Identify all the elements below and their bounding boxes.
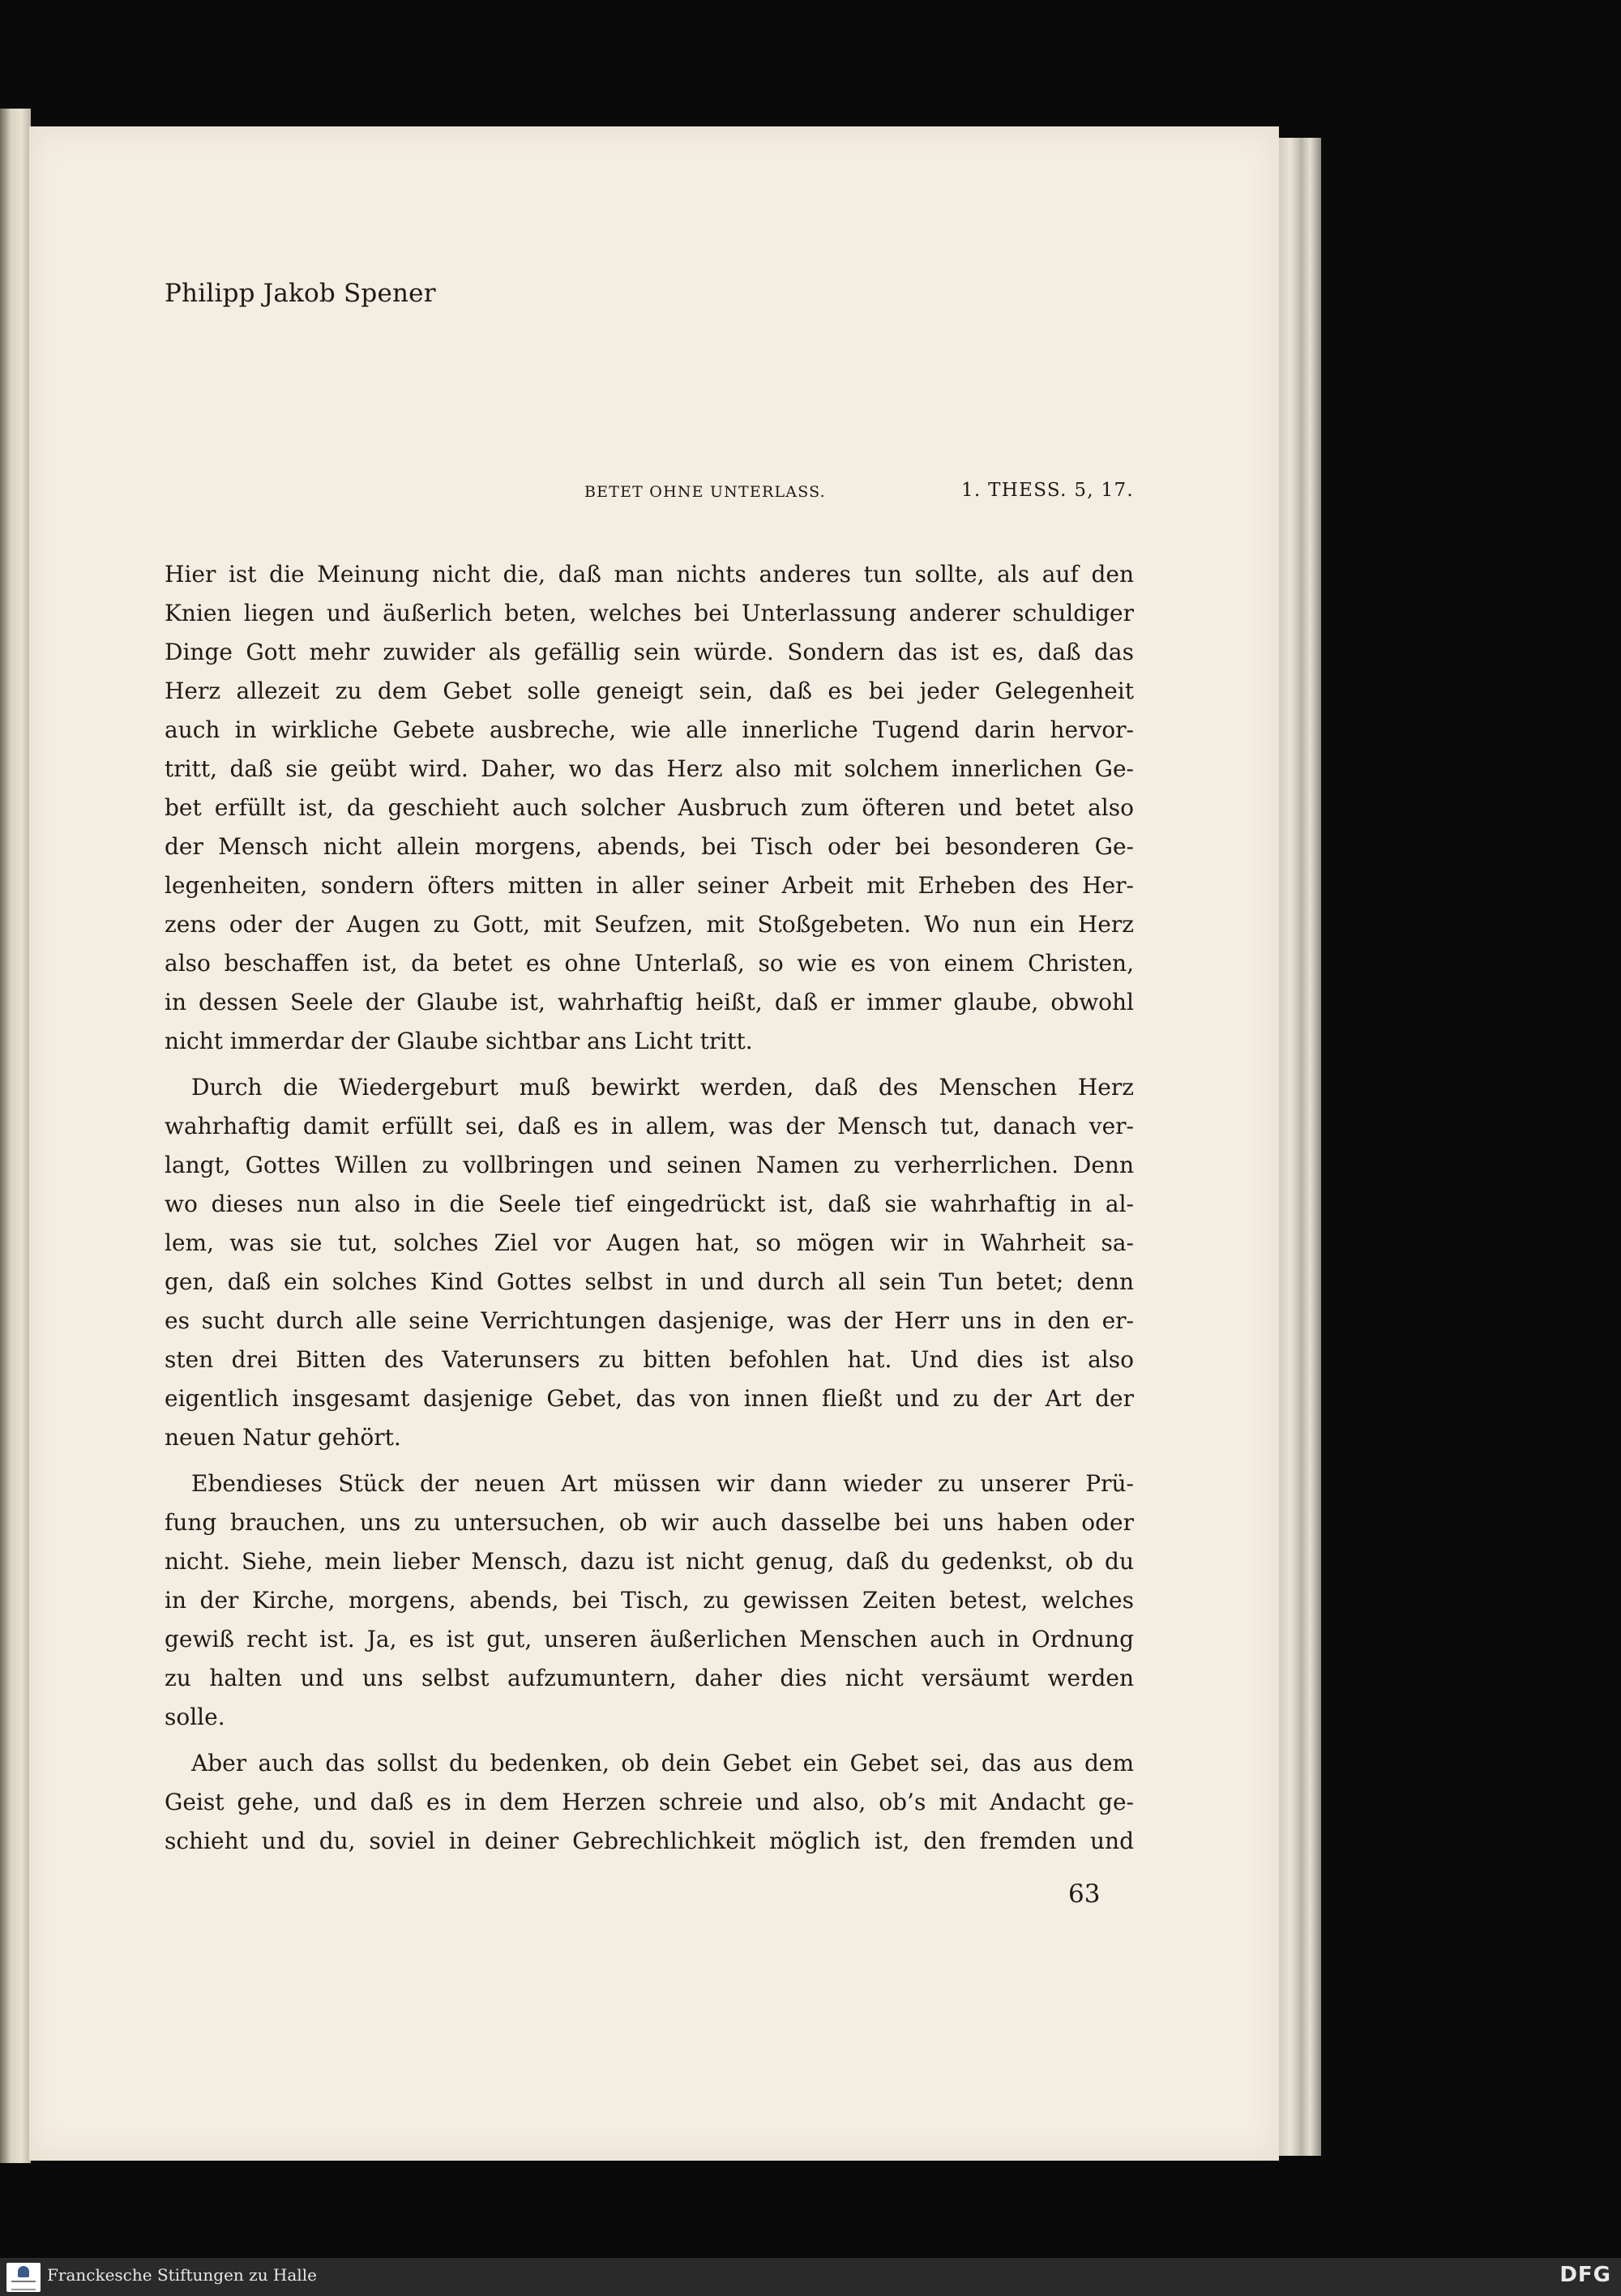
text-line: sten drei Bitten des Vaterunsers zu bitten befohlen hat. Und dies ist also [165,1346,1134,1373]
page-stack-edge [1277,138,1321,2156]
text-line: in dessen Seele der Glaube ist, wahrhaftig heißt, daß er immer glaube, obwohl [165,989,1134,1015]
paragraph [165,1464,1134,1737]
dfg-logo: DFG [1559,2263,1611,2287]
text-line: wahrhaftig damit erfüllt sei, daß es in allem, was der Mensch tut, danach ver- [165,1113,1134,1139]
text-line: tritt, daß sie geübt wird. Daher, wo das Herz also mit solchem innerlichen Ge- [165,755,1134,782]
footer-institution: Franckesche Stiftungen zu Halle [47,2265,317,2285]
text-line: auch in wirkliche Gebete ausbreche, wie alle innerliche Tugend darin hervor- [165,716,1134,743]
text-line: der Mensch nicht allein morgens, abends, bei Tisch oder bei besonderen Ge- [165,833,1134,860]
text-line: gewiß recht ist. Ja, es ist gut, unseren äußerlichen Menschen auch in Ordnung [165,1626,1134,1653]
text-line: solle. [165,1704,225,1730]
text-line: bet erfüllt ist, da geschieht auch solcher Ausbruch zum öfteren und betet also [165,794,1134,821]
text-line: also beschaffen ist, da betet es ohne Unterlaß, so wie es von einem Christen, [165,950,1134,977]
text-line: nicht. Siehe, mein lieber Mensch, dazu ist nicht genug, daß du gedenkst, ob du [165,1548,1134,1575]
text-line: Dinge Gott mehr zuwider als gefällig sein würde. Sondern das ist es, daß das [165,639,1134,665]
text-line: neuen Natur gehört. [165,1424,401,1451]
text-line: schieht und du, soviel in deiner Gebrechlichkeit möglich ist, den fremden und [165,1828,1134,1854]
book-page [29,126,1279,2161]
section-title: BETET OHNE UNTERLASS. [584,483,826,501]
text-line: eigentlich insgesamt dasjenige Gebet, das von innen fließt und zu der Art der [165,1385,1134,1412]
text-line: zens oder der Augen zu Gott, mit Seufzen, mit Stoßgebeten. Wo nun ein Herz [165,911,1134,938]
text-line: Herz allezeit zu dem Gebet solle geneigt sein, daß es bei jeder Gelegenheit [165,678,1134,704]
institution-logo-icon [6,2263,41,2292]
text-line: Ebendieses Stück der neuen Art müssen wir dann wieder zu unserer Prü- [191,1470,1134,1497]
text-line: in der Kirche, morgens, abends, bei Tisch, zu gewissen Zeiten betest, welches [165,1587,1134,1614]
text-line: gen, daß ein solches Kind Gottes selbst in und durch all sein Tun betet; denn [165,1268,1134,1295]
text-line: Knien liegen und äußerlich beten, welches bei Unterlassung anderer schuldiger [165,600,1134,626]
text-line: lem, was sie tut, solches Ziel vor Augen hat, so mögen wir in Wahrheit sa- [165,1229,1134,1256]
scripture-reference: 1. THESS. 5, 17. [961,480,1134,501]
text-line: es sucht durch alle seine Verrichtungen dasjenige, was der Herr uns in den er- [165,1307,1134,1334]
paragraph [165,555,1134,1061]
running-head: Philipp Jakob Spener [165,279,436,308]
text-line: legenheiten, sondern öfters mitten in aller seiner Arbeit mit Erheben des Her- [165,872,1134,899]
text-line: nicht immerdar der Glaube sichtbar ans Licht tritt. [165,1028,753,1054]
text-line: Durch die Wiedergeburt muß bewirkt werden, daß des Menschen Herz [191,1074,1134,1101]
text-line: langt, Gottes Willen zu vollbringen und seinen Namen zu verherrlichen. Denn [165,1152,1134,1178]
section-heading [165,478,1134,507]
text-line: zu halten und uns selbst aufzumuntern, daher dies nicht versäumt werden [165,1665,1134,1691]
book-binding-edge [0,109,31,2163]
text-line: Hier ist die Meinung nicht die, daß man nichts anderes tun sollte, als auf den [165,561,1134,588]
text-line: Geist gehe, und daß es in dem Herzen schreie und also, ob’s mit Andacht ge- [165,1789,1134,1815]
footer-bar [0,2258,1621,2296]
body-text [165,555,1134,1868]
paragraph [165,1068,1134,1457]
paragraph [165,1744,1134,1861]
text-line: fung brauchen, uns zu untersuchen, ob wir auch dasselbe bei uns haben oder [165,1509,1134,1536]
page-number: 63 [1068,1879,1101,1909]
text-line: wo dieses nun also in die Seele tief eingedrückt ist, daß sie wahrhaftig in al- [165,1191,1134,1217]
text-line: Aber auch das sollst du bedenken, ob dein Gebet ein Gebet sei, das aus dem [191,1750,1134,1777]
